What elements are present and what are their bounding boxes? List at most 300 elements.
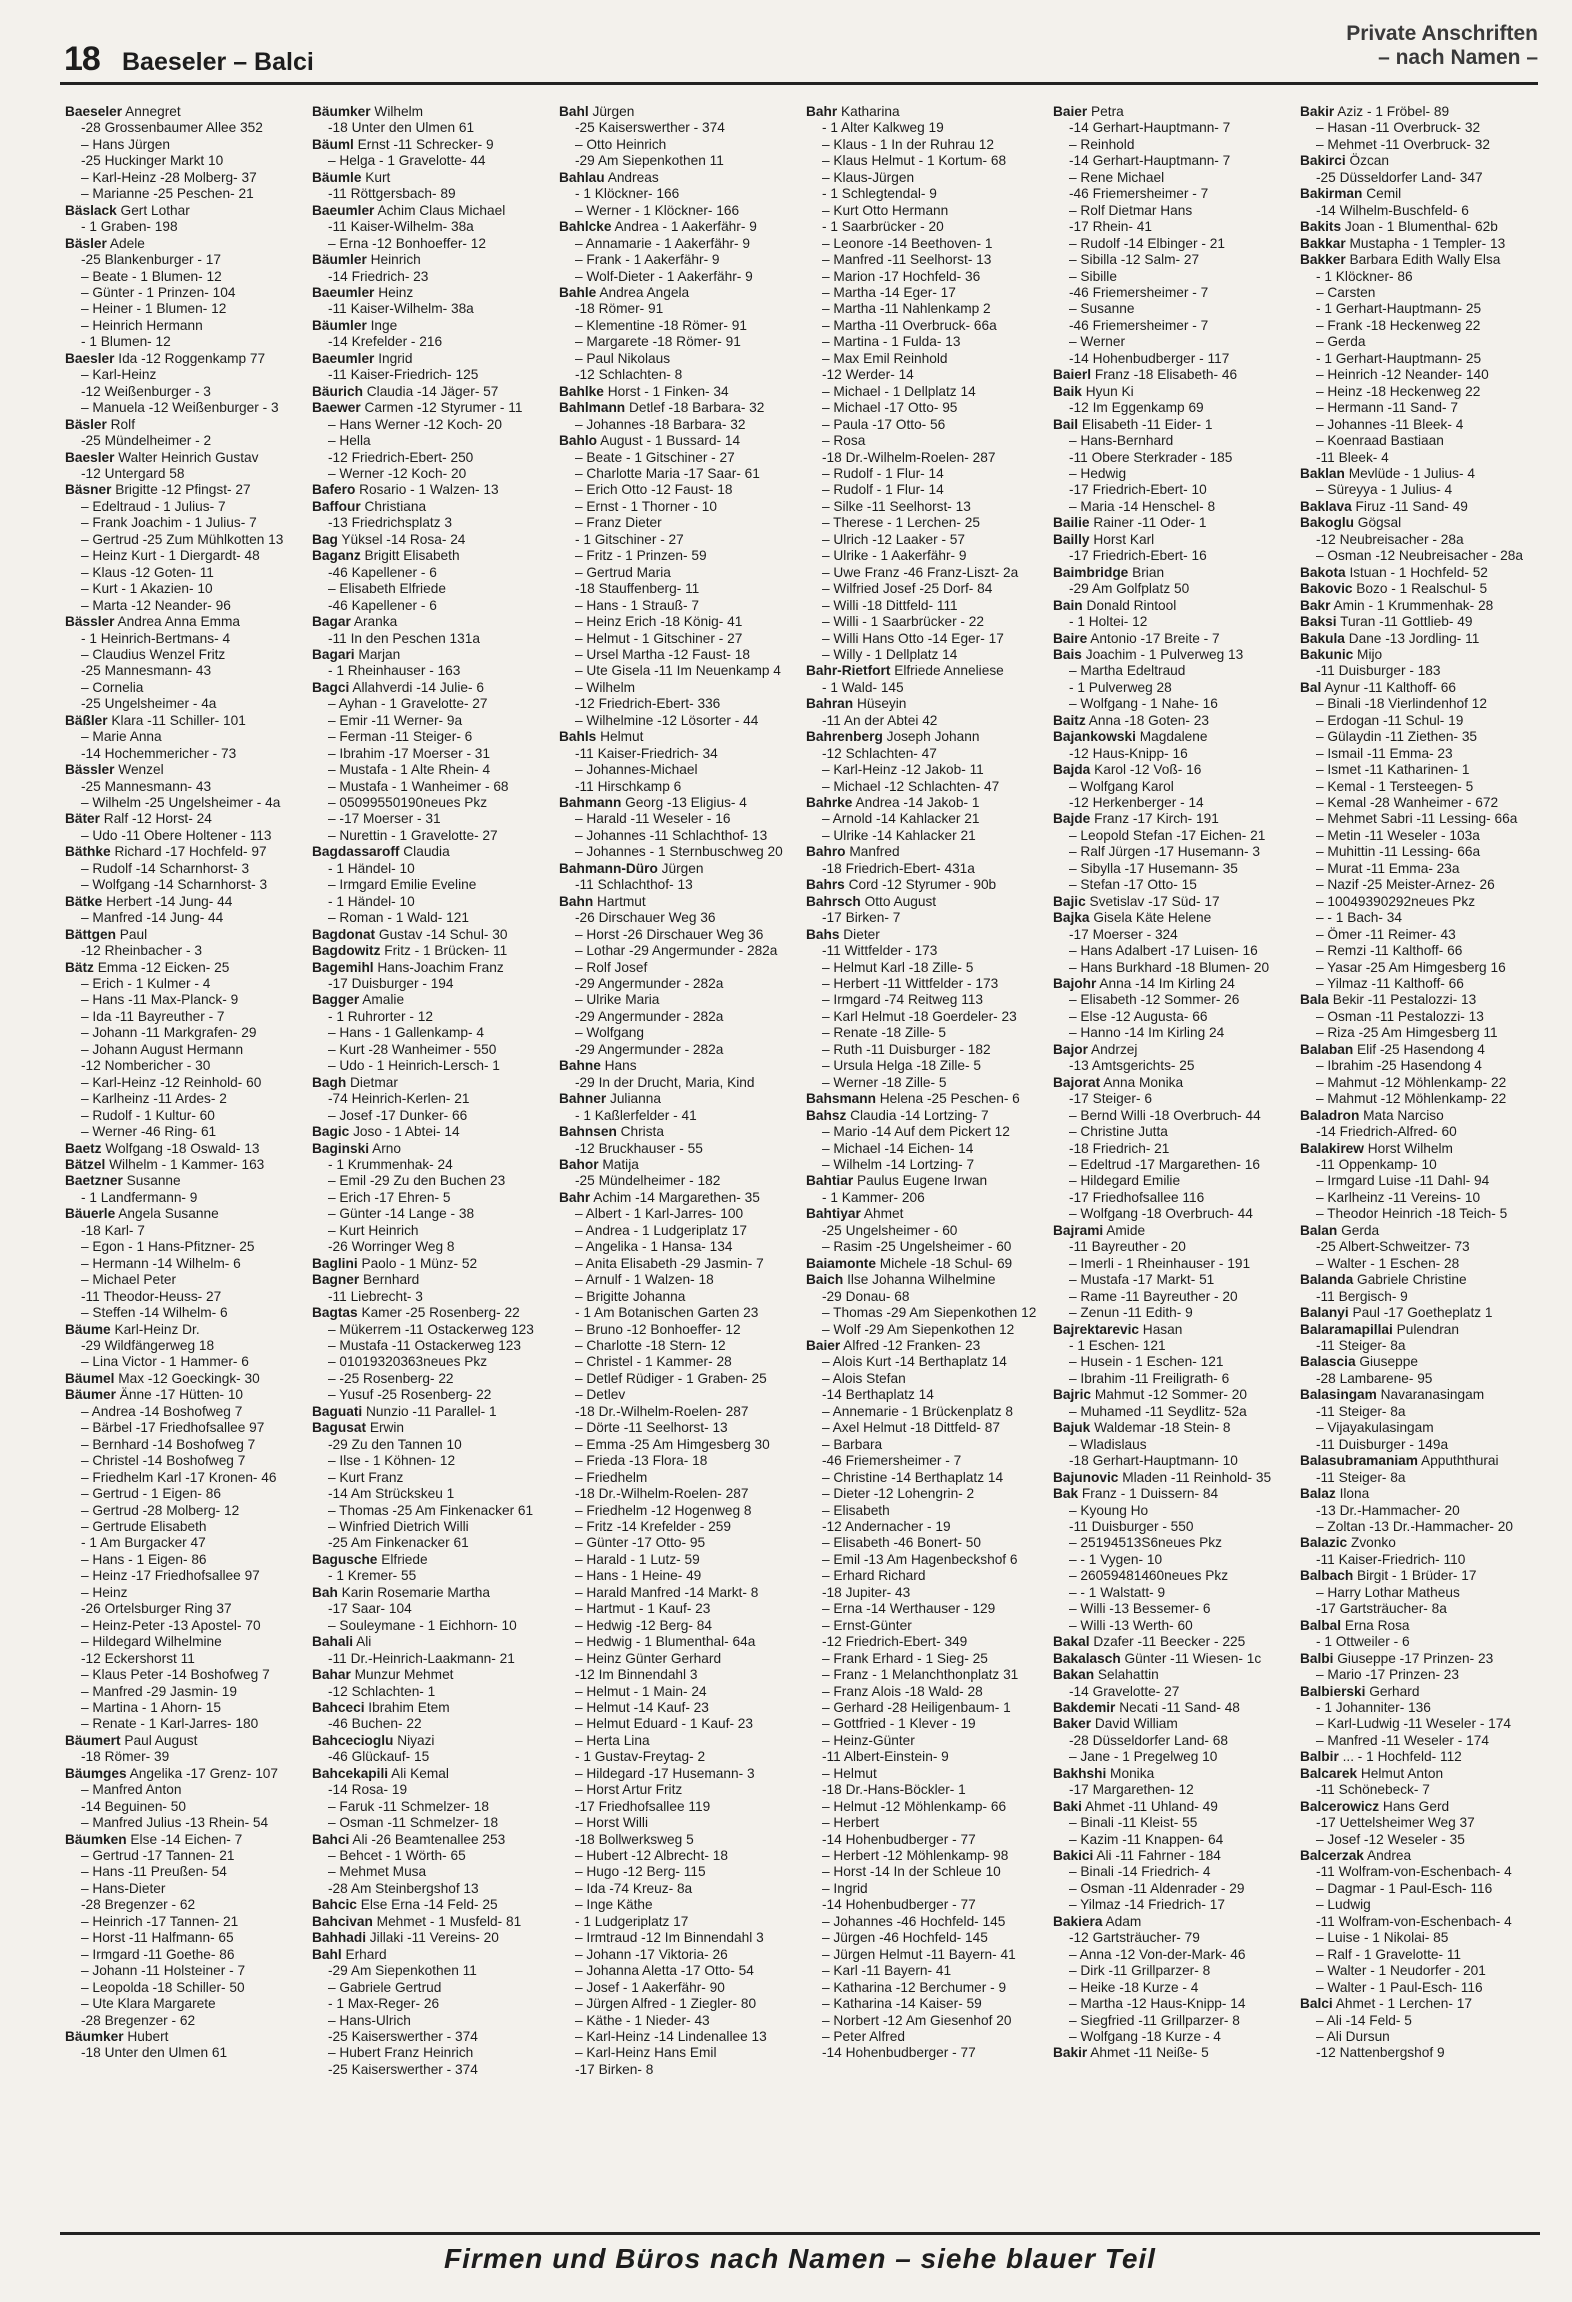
- surname-entry: [1300, 515, 1540, 531]
- entry-detail: Anna -14 Im Kirling 24: [1096, 976, 1235, 992]
- surname: Baeumler: [312, 202, 375, 218]
- sub-entry: – Irmgard Emilie Eveline: [328, 877, 477, 893]
- sub-entry: – Carsten: [1316, 284, 1376, 300]
- surname-entry: [1053, 910, 1294, 926]
- address-line: -17 Rhein- 41: [1069, 219, 1152, 235]
- entry-detail: Bernhard: [359, 1272, 420, 1288]
- address-line: -12 Eckershorst 11: [81, 1650, 195, 1666]
- address-line: -11 Kaiser-Wilhelm- 38a: [328, 219, 474, 235]
- entry-detail: Franz - 1 Duissern- 84: [1078, 1486, 1219, 1502]
- surname: Bakkar: [1300, 235, 1346, 251]
- entry-detail: Erwin: [366, 1420, 405, 1436]
- address-line: -11 Kaiser-Friedrich- 34: [575, 745, 718, 761]
- address-line: -28 Bregenzer - 62: [81, 1897, 196, 1913]
- surname: Bakota: [1300, 564, 1346, 580]
- sub-entry: – Helmut -14 Kauf- 23: [575, 1699, 709, 1715]
- surname: Bäuerle: [65, 1206, 116, 1222]
- sub-entry: – Faruk -11 Schmelzer- 18: [328, 1798, 490, 1814]
- surname: Baki: [1053, 1798, 1082, 1814]
- sub-entry: – Yilmaz -14 Friedrich- 17: [1069, 1897, 1225, 1913]
- sub-entry: – Hermann -11 Sand- 7: [1316, 400, 1459, 416]
- sub-entry: – Hans - 1 Strauß- 7: [575, 597, 699, 613]
- sub-entry: – Irmtraud -12 Im Binnendahl 3: [575, 1930, 764, 1946]
- sub-entry: – Thomas -29 Am Siepenkothen 12: [822, 1305, 1037, 1321]
- sub-entry: – Binali -18 Vierlindenhof 12: [1316, 696, 1487, 712]
- address-line: -14 Am Strückskeu 1: [328, 1486, 455, 1502]
- entry-detail: Ali -11 Fahrner - 184: [1093, 1848, 1221, 1864]
- surname: Bakhshi: [1053, 1765, 1107, 1781]
- surname: Bahrs: [806, 877, 845, 893]
- surname-entry: [65, 1173, 306, 1189]
- address-line: -18 Friedrich- 21: [1069, 1140, 1170, 1156]
- sub-entry: – Klaus - 1 In der Ruhrau 12: [822, 136, 994, 152]
- sub-entry: – Rudolf -14 Scharnhorst- 3: [81, 860, 250, 876]
- address-line: -17 Moerser - 324: [1069, 926, 1178, 942]
- surname-entry: [559, 1157, 800, 1173]
- entry-detail: Angela Susanne: [115, 1206, 219, 1222]
- entry-detail: Elfriede Anneliese: [890, 663, 1004, 679]
- surname-entry: [806, 1091, 1047, 1107]
- address-line: -11 Schönebeck- 7: [1316, 1782, 1430, 1798]
- sub-entry: – Manfred -11 Seelhorst- 13: [822, 252, 992, 268]
- sub-entry: – Manfred Anton: [81, 1782, 182, 1798]
- sub-entry: – Franz Alois -18 Wald- 28: [822, 1683, 983, 1699]
- entry-detail: Paul: [115, 926, 148, 942]
- sub-entry: – Elisabeth -12 Sommer- 26: [1069, 992, 1240, 1008]
- surname: Baglini: [312, 1255, 358, 1271]
- entry-detail: Nunzio -11 Parallel- 1: [362, 1403, 497, 1419]
- entry-detail: Else Erna -14 Feld- 25: [356, 1897, 498, 1913]
- entry-detail: Fritz - 1 Brücken- 11: [380, 943, 508, 959]
- entry-detail: Max -12 Goeckingk- 30: [114, 1370, 260, 1386]
- surname-entry: [65, 104, 306, 120]
- entry-detail: Firuz -11 Sand- 49: [1351, 498, 1468, 514]
- address-line: -14 Hohenbudberger - 77: [822, 1897, 976, 1913]
- sub-entry: – Jürgen -46 Hochfeld- 145: [822, 1930, 988, 1946]
- surname-entry: [65, 417, 306, 433]
- surname-entry: [312, 104, 553, 120]
- address-line: -17 Margarethen- 12: [1069, 1782, 1194, 1798]
- sub-entry: – Karl-Heinz -14 Lindenallee 13: [575, 2029, 767, 2045]
- surname: Balasubramaniam: [1300, 1453, 1418, 1469]
- sub-entry: – Heinz Kurt - 1 Diergardt- 48: [81, 548, 260, 564]
- sub-entry: – Wolf -29 Am Siepenkothen 12: [822, 1321, 1015, 1337]
- surname: Bahsmann: [806, 1091, 876, 1107]
- entry-detail: Rolf: [106, 416, 136, 432]
- address-line: -11 Kaiser-Friedrich- 110: [1316, 1551, 1466, 1567]
- surname: Bah: [312, 1584, 338, 1600]
- surname: Baich: [806, 1272, 844, 1288]
- address-line: -17 Duisburger - 194: [328, 976, 454, 992]
- surname: Bagusat: [312, 1420, 367, 1436]
- surname: Bätzel: [65, 1157, 106, 1172]
- surname-entry: [806, 729, 1047, 745]
- address-line: -29 Am Golfplatz 50: [1069, 581, 1190, 597]
- surname-entry: [1300, 1486, 1540, 1502]
- surname: Balcerzak: [1300, 1848, 1364, 1864]
- surname: Bafero: [312, 482, 356, 498]
- entry-detail: Ali: [353, 1634, 372, 1650]
- surname: Balanda: [1300, 1272, 1354, 1288]
- surname: Bagci: [312, 679, 350, 695]
- entry-detail: Joso - 1 Abtei- 14: [349, 1124, 460, 1140]
- address-line: -12 Nattenbergshof 9: [1316, 2045, 1445, 2061]
- surname-entry: [806, 696, 1047, 712]
- surname: Bagdonat: [312, 926, 376, 942]
- sub-entry: – Werner: [1069, 334, 1126, 350]
- address-line: -25 Mannesmann- 43: [81, 778, 212, 794]
- sub-entry: – Wilhelm -25 Ungelsheimer - 4a: [81, 795, 281, 811]
- surname: Baewer: [312, 400, 361, 416]
- address-line: - 1 Händel- 10: [328, 893, 415, 909]
- surname-entry: [1300, 680, 1540, 696]
- entry-detail: Klara -11 Schiller- 101: [107, 712, 246, 728]
- sub-entry: – Karl-Heinz Hans Emil: [575, 2045, 717, 2061]
- surname-entry: [312, 1733, 553, 1749]
- surname: Bagner: [312, 1272, 360, 1288]
- sub-entry: – Lina Victor - 1 Hammer- 6: [81, 1354, 249, 1370]
- sub-entry: – Renate -18 Zille- 5: [822, 1025, 947, 1041]
- address-line: -74 Heinrich-Kerlen- 21: [328, 1091, 470, 1107]
- entry-detail: Else -14 Eichen- 7: [126, 1831, 243, 1847]
- sub-entry: – Hans Jürgen: [81, 136, 171, 152]
- sub-entry: – Harald - 1 Lutz- 59: [575, 1551, 700, 1567]
- address-line: -29 In der Drucht, Maria, Kind: [575, 1074, 755, 1090]
- surname-entry: [1053, 1716, 1294, 1732]
- entry-detail: Carmen -12 Styrumer - 11: [360, 400, 523, 416]
- sub-entry: – Thomas -25 Am Finkenacker 61: [328, 1502, 534, 1518]
- sub-entry: – Heinz -18 Heckenweg 22: [1316, 383, 1481, 399]
- entry-detail: Kamer -25 Rosenberg- 22: [357, 1305, 520, 1321]
- sub-entry: – Heinz Günter Gerhard: [575, 1650, 722, 1666]
- address-line: -11 Duisburger - 149a: [1316, 1436, 1449, 1452]
- sub-entry: – Irmgard -11 Goethe- 86: [81, 1946, 235, 1962]
- surname: Bahs: [806, 926, 840, 942]
- surname: Bahrenberg: [806, 729, 883, 745]
- sub-entry: – Emil -13 Am Hagenbeckshof 6: [822, 1551, 1018, 1567]
- directory-column-1: [65, 104, 306, 2214]
- entry-detail: Achim -14 Margarethen- 35: [590, 1189, 760, 1205]
- entry-detail: Günter -11 Wiesen- 1c: [1120, 1650, 1262, 1666]
- sub-entry: – Kurt Heinrich: [328, 1222, 419, 1238]
- surname-entry: [1300, 565, 1540, 581]
- address-line: -12 Friedrich-Ebert- 250: [328, 449, 474, 465]
- surname-entry: [65, 894, 306, 910]
- surname: Balcerowicz: [1300, 1798, 1380, 1814]
- address-line: -28 Bregenzer - 62: [81, 2012, 196, 2028]
- entry-detail: Hans Gerd: [1379, 1798, 1450, 1814]
- entry-detail: Paulus Eugene Irwan: [853, 1173, 988, 1189]
- sub-entry: – Franz - 1 Melanchthonplatz 31: [822, 1667, 1019, 1683]
- sub-entry: – Emir -11 Werner- 9a: [328, 712, 463, 728]
- entry-detail: Ahmet -11 Neiße- 5: [1087, 2045, 1209, 2061]
- sub-entry: – Manfred -11 Weseler - 174: [1316, 1732, 1489, 1748]
- address-line: - 1 Klöckner- 86: [1316, 268, 1413, 284]
- surname: Baier: [1053, 104, 1088, 119]
- address-line: -11 Wittfelder - 173: [822, 943, 938, 959]
- entry-detail: Wilhelm: [370, 104, 424, 119]
- address-line: - 1 Pulverweg 28: [1069, 679, 1172, 695]
- sub-entry: – Uwe Franz -46 Franz-Liszt- 2a: [822, 564, 1019, 580]
- sub-entry: – Leopold Stefan -17 Eichen- 21: [1069, 827, 1266, 843]
- surname-entry: [312, 285, 553, 301]
- sub-entry: – -25 Rosenberg- 22: [328, 1370, 454, 1386]
- surname-entry: [1300, 1141, 1540, 1157]
- surname-entry: [65, 1206, 306, 1222]
- surname: Bagh: [312, 1074, 347, 1090]
- sub-entry: – Günter -17 Otto- 95: [575, 1535, 706, 1551]
- sub-entry: – Michael -14 Eichen- 14: [822, 1140, 974, 1156]
- surname: Bäumler: [312, 252, 367, 268]
- entry-detail: Susanne: [122, 1173, 181, 1189]
- surname-entry: [65, 927, 306, 943]
- surname: Bässler: [65, 762, 115, 778]
- surname: Bässler: [65, 614, 115, 630]
- sub-entry: – Rame -11 Bayreuther - 20: [1069, 1288, 1238, 1304]
- surname-entry: [1300, 1618, 1540, 1634]
- sub-entry: – Käthe - 1 Nieder- 43: [575, 2012, 710, 2028]
- entry-detail: Ali -26 Beamtenallee 253: [349, 1831, 506, 1847]
- sub-entry: – Hans - 1 Eigen- 86: [81, 1551, 207, 1567]
- sub-entry: – Wolfgang -18 Overbruch- 44: [1069, 1206, 1253, 1222]
- address-line: -14 Gerhart-Hauptmann- 7: [1069, 153, 1231, 169]
- sub-entry: – Hella: [328, 433, 371, 449]
- surname: Balbierski: [1300, 1683, 1366, 1699]
- address-line: -17 Saar- 104: [328, 1601, 412, 1617]
- entry-detail: Ernst -11 Schrecker- 9: [353, 136, 494, 152]
- sub-entry: – Hanno -14 Im Kirling 24: [1069, 1025, 1225, 1041]
- entry-detail: Andrea - 1 Aakerfähr- 9: [611, 219, 757, 235]
- surname-entry: [65, 1371, 306, 1387]
- entry-detail: Ilse Johanna Wilhelmine: [843, 1272, 996, 1288]
- surname-entry: [1300, 219, 1540, 235]
- entry-detail: David William: [1091, 1716, 1178, 1732]
- sub-entry: – Cornelia: [81, 679, 144, 695]
- sub-entry: – Kyoung Ho: [1069, 1502, 1149, 1518]
- surname-entry: [1053, 647, 1294, 663]
- entry-detail: Brigitte -12 Pfingst- 27: [111, 482, 251, 498]
- surname-entry: [312, 1700, 553, 1716]
- sub-entry: – Martina - 1 Ahorn- 15: [81, 1699, 221, 1715]
- surname: Bakiera: [1053, 1913, 1103, 1929]
- sub-entry: – Claudius Wenzel Fritz: [81, 646, 226, 662]
- surname-entry: [65, 844, 306, 860]
- sub-entry: – Gottfried - 1 Klever - 19: [822, 1716, 976, 1732]
- surname-entry: [65, 351, 306, 367]
- address-line: -11 Wolfram-von-Eschenbach- 4: [1316, 1913, 1512, 1929]
- address-line: - 1 Gerhart-Hauptmann- 25: [1316, 350, 1482, 366]
- section-title: [1346, 22, 1538, 70]
- sub-entry: – Kemal -28 Wanheimer - 672: [1316, 795, 1499, 811]
- address-line: -18 Römer- 39: [81, 1749, 170, 1765]
- sub-entry: – Willi -13 Bessemer- 6: [1069, 1601, 1211, 1617]
- sub-entry: – Mario -14 Auf dem Pickert 12: [822, 1124, 1010, 1140]
- surname: Bahsz: [806, 1107, 847, 1123]
- address-line: -25 Kaiserswerther - 374: [575, 120, 725, 136]
- entry-detail: Andrea -14 Jakob- 1: [852, 795, 980, 811]
- address-line: - 1 Wald- 145: [822, 679, 904, 695]
- sub-entry: – Theodor Heinrich -18 Teich- 5: [1316, 1206, 1508, 1222]
- surname: Balazic: [1300, 1535, 1348, 1551]
- surname: Bäter: [65, 811, 100, 827]
- entry-detail: Jürgen: [588, 104, 635, 119]
- surname-entry: [312, 1075, 553, 1091]
- surname-entry: [312, 1897, 553, 1913]
- entry-detail: Mahmut -12 Sommer- 20: [1091, 1387, 1247, 1403]
- address-line: -12 Gartsträucher- 79: [1069, 1930, 1200, 1946]
- sub-entry: – Roman - 1 Wald- 121: [328, 910, 469, 926]
- entry-detail: Ralf -12 Horst- 24: [100, 811, 212, 827]
- entry-detail: Horst - 1 Finken- 34: [603, 383, 729, 399]
- surname: Bahlau: [559, 169, 605, 185]
- address-line: -12 Im Binnendahl 3: [575, 1667, 698, 1683]
- address-line: - 1 Ruhrorter - 12: [328, 1008, 433, 1024]
- entry-detail: Kurt: [361, 169, 391, 185]
- sub-entry: – Sibilla -12 Salm- 27: [1069, 252, 1200, 268]
- sub-entry: – Mustafa -17 Markt- 51: [1069, 1272, 1215, 1288]
- sub-entry: – Helmut Karl -18 Zille- 5: [822, 959, 974, 975]
- surname-entry: [1053, 894, 1294, 910]
- surname-entry: [1053, 1042, 1294, 1058]
- surname-entry: [1300, 1305, 1540, 1321]
- sub-entry: – Michael -12 Schlachten- 47: [822, 778, 1000, 794]
- surname-entry: [65, 482, 306, 498]
- address-line: -26 Worringer Weg 8: [328, 1239, 455, 1255]
- surname-entry: [312, 532, 553, 548]
- sub-entry: – Bruno -12 Bonhoeffer- 12: [575, 1321, 741, 1337]
- address-line: -17 Birken- 7: [822, 910, 901, 926]
- address-line: -26 Ortelsburger Ring 37: [81, 1601, 232, 1617]
- sub-entry: – Dörte -11 Seelhorst- 13: [575, 1420, 728, 1436]
- sub-entry: – Wladislaus: [1069, 1436, 1147, 1452]
- address-line: -25 Mannesmann- 43: [81, 663, 212, 679]
- address-line: -28 Am Steinbergshof 13: [328, 1880, 479, 1896]
- address-line: -18 Unter den Ulmen 61: [328, 120, 475, 136]
- surname: Baeumler: [312, 350, 375, 366]
- surname-entry: [312, 1124, 553, 1140]
- surname: Bakirman: [1300, 186, 1363, 202]
- entry-detail: Barbara Edith Wally Elsa: [1345, 252, 1501, 268]
- surname-entry: [65, 1322, 306, 1338]
- entry-detail: Karl-Heinz Dr.: [110, 1321, 200, 1337]
- surname-entry: [1300, 631, 1540, 647]
- sub-entry: – Heinrich Hermann: [81, 317, 203, 333]
- surname: Balci: [1300, 1996, 1333, 2012]
- surname: Bäumges: [65, 1765, 127, 1781]
- sub-entry: – Frank -18 Heckenweg 22: [1316, 317, 1481, 333]
- address-line: -25 Mündelheimer - 182: [575, 1173, 721, 1189]
- sub-entry: – Muhamed -11 Seydlitz- 52a: [1069, 1403, 1247, 1419]
- entry-detail: Amalie: [359, 992, 405, 1008]
- sub-entry: – Maria -14 Henschel- 8: [1069, 498, 1216, 514]
- sub-entry: – - 1 Walstatt- 9: [1069, 1584, 1166, 1600]
- entry-detail: Paolo - 1 Münz- 52: [357, 1255, 478, 1271]
- sub-entry: – Hubert Franz Heinrich: [328, 2045, 474, 2061]
- sub-entry: – Mehmet -11 Overbruck- 32: [1316, 136, 1490, 152]
- surname: Bahor: [559, 1157, 599, 1172]
- sub-entry: – Hans-Bernhard: [1069, 433, 1174, 449]
- surname: Bahr-Rietfort: [806, 663, 891, 679]
- surname: Bäsner: [65, 482, 112, 498]
- address-line: -12 Andernacher - 19: [822, 1518, 951, 1534]
- address-line: -11 An der Abtei 42: [822, 712, 938, 728]
- sub-entry: – Muhittin -11 Lessing- 66a: [1316, 844, 1481, 860]
- surname-entry: [806, 795, 1047, 811]
- sub-entry: – Ilse - 1 Köhnen- 12: [328, 1453, 456, 1469]
- sub-entry: – Mahmut -12 Möhlenkamp- 22: [1316, 1091, 1507, 1107]
- sub-entry: – Hedwig -12 Berg- 84: [575, 1617, 712, 1633]
- surname: Baier: [806, 1337, 841, 1353]
- sub-entry: – Osman -11 Pestalozzi- 13: [1316, 1008, 1484, 1024]
- entry-detail: Rainer -11 Oder- 1: [1089, 515, 1207, 531]
- surname: Bain: [1053, 597, 1083, 613]
- page-header: [60, 22, 1538, 85]
- sub-entry: – Ulrich -12 Laaker - 57: [822, 531, 966, 547]
- surname-entry: [559, 104, 800, 120]
- sub-entry: – Karl-Ludwig -11 Weseler - 174: [1316, 1716, 1512, 1732]
- sub-entry: – Willi - 1 Saarbrücker - 22: [822, 614, 985, 630]
- surname-entry: [1053, 1634, 1294, 1650]
- surname-entry: [312, 960, 553, 976]
- sub-entry: – Helmut Eduard - 1 Kauf- 23: [575, 1716, 754, 1732]
- surname-entry: [1053, 2045, 1294, 2061]
- sub-entry: – Werner - 1 Klöckner- 166: [575, 202, 740, 218]
- sub-entry: – Steffen -14 Wilhelm- 6: [81, 1305, 228, 1321]
- sub-entry: – Ibrahim -17 Moerser - 31: [328, 745, 491, 761]
- sub-entry: – Osman -11 Schmelzer- 18: [328, 1815, 499, 1831]
- entry-detail: Franz -17 Kirch- 191: [1090, 811, 1219, 827]
- sub-entry: – Johannes -18 Barbara- 32: [575, 416, 746, 432]
- surname: Balascia: [1300, 1354, 1356, 1370]
- sub-entry: – 01019320363neues Pkz: [328, 1354, 488, 1370]
- sub-entry: – Irmgard Luise -11 Dahl- 94: [1316, 1173, 1490, 1189]
- address-line: -25 Kaiserswerther - 374: [328, 2061, 478, 2077]
- address-line: -14 Rosa- 19: [328, 1782, 408, 1798]
- address-line: -25 Albert-Schweitzer- 73: [1316, 1239, 1470, 1255]
- sub-entry: – Reinhold: [1069, 136, 1135, 152]
- surname-entry: [1300, 153, 1540, 169]
- surname-entry: [1053, 762, 1294, 778]
- sub-entry: – Hermann -14 Wilhelm- 6: [81, 1255, 241, 1271]
- surname-entry: [1300, 1322, 1540, 1338]
- sub-entry: – Koenraad Bastiaan: [1316, 433, 1444, 449]
- sub-entry: – Gertrud -17 Tannen- 21: [81, 1848, 235, 1864]
- surname: Bäurich: [312, 383, 363, 399]
- surname-entry: [1300, 104, 1540, 120]
- address-line: - 1 Händel- 10: [328, 860, 415, 876]
- surname-entry: [312, 1634, 553, 1650]
- address-line: -17 Uettelsheimer Weg 37: [1316, 1815, 1475, 1831]
- surname: Baklava: [1300, 498, 1352, 514]
- sub-entry: – Nurettin - 1 Gravelotte- 27: [328, 827, 498, 843]
- sub-entry: – Udo -11 Obere Holtener - 113: [81, 827, 272, 843]
- entry-detail: Andrea Angela: [596, 284, 690, 300]
- sub-entry: – Martha -14 Eger- 17: [822, 284, 956, 300]
- surname: Baffour: [312, 498, 361, 514]
- entry-detail: Hasan: [1139, 1321, 1183, 1337]
- surname-entry: [1053, 1914, 1294, 1930]
- surname: Bajka: [1053, 910, 1090, 926]
- surname-entry: [1300, 466, 1540, 482]
- entry-detail: Aziz - 1 Fröbel- 89: [1334, 104, 1450, 119]
- address-line: - 1 Graben- 198: [81, 219, 178, 235]
- entry-detail: Gerda: [1337, 1222, 1380, 1238]
- sub-entry: – Kurt Franz: [328, 1469, 404, 1485]
- surname-entry: [1053, 1420, 1294, 1436]
- entry-detail: Achim Claus Michael: [374, 202, 506, 218]
- surname: Bahne: [559, 1058, 601, 1074]
- surname-entry: [806, 104, 1047, 120]
